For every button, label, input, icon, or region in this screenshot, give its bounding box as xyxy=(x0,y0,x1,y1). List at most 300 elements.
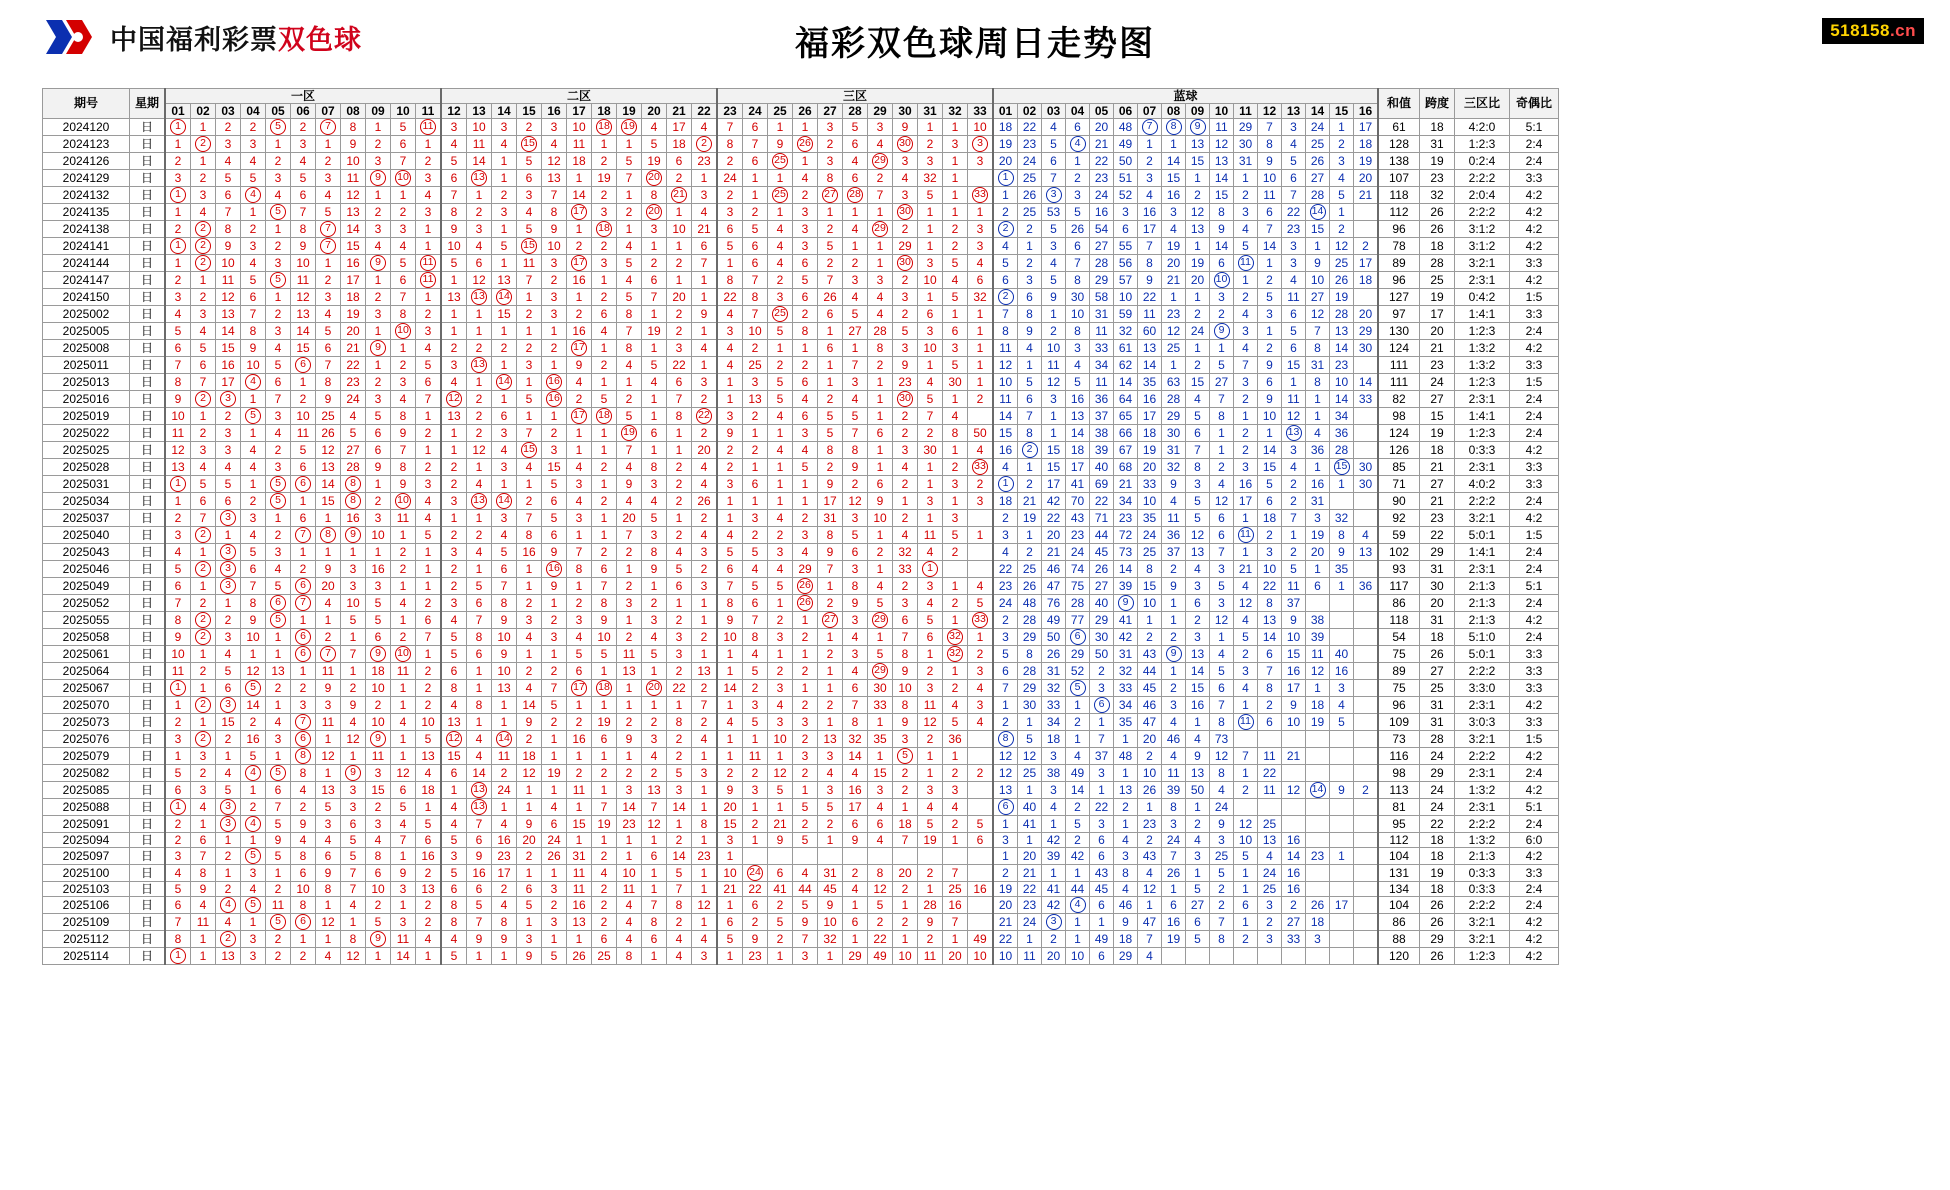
cell-red-10: 3 xyxy=(391,882,416,897)
cell-red-18 xyxy=(592,119,617,136)
cell-red-18: 4 xyxy=(592,323,617,340)
cell-blue-04: 26 xyxy=(1066,221,1090,238)
cell-blue-07: 2 xyxy=(1138,748,1162,765)
cell-odd-even: 2:4 xyxy=(1510,408,1559,425)
table-row[interactable] xyxy=(43,714,1559,731)
red-ball-marker: 5 xyxy=(270,493,286,509)
table-row[interactable] xyxy=(43,493,1559,510)
table-row[interactable] xyxy=(43,931,1559,948)
cell-blue-05: 45 xyxy=(1090,544,1114,561)
cell-red-14 xyxy=(492,374,517,391)
cell-zone-ratio: 3:2:1 xyxy=(1455,914,1510,931)
cell-red-33 xyxy=(968,187,994,204)
cell-period: 2025073 xyxy=(43,714,130,731)
cell-red-11: 2 xyxy=(416,697,442,714)
cell-red-24: 6 xyxy=(743,255,768,272)
cell-week: 日 xyxy=(130,816,166,833)
cell-red-07: 4 xyxy=(316,595,341,612)
table-row[interactable] xyxy=(43,799,1559,816)
table-row[interactable] xyxy=(43,136,1559,153)
cell-blue-13: 12 xyxy=(1282,408,1306,425)
blue-ball-marker: 1 xyxy=(998,170,1014,186)
blue-number-header-08: 08 xyxy=(1162,104,1186,119)
cell-red-04: 5 xyxy=(241,544,266,561)
cell-red-24: 7 xyxy=(743,612,768,629)
cell-red-13: 2 xyxy=(467,204,492,221)
cell-blue-04: 44 xyxy=(1066,882,1090,897)
cell-span: 19 xyxy=(1420,153,1455,170)
cell-red-10: 8 xyxy=(391,408,416,425)
blue-number-header-06: 06 xyxy=(1114,104,1138,119)
cell-red-01 xyxy=(165,476,191,493)
table-row[interactable] xyxy=(43,782,1559,799)
cell-blue-16 xyxy=(1354,510,1379,527)
cell-blue-05: 16 xyxy=(1090,204,1114,221)
table-row[interactable] xyxy=(43,476,1559,493)
cell-red-05: 1 xyxy=(266,510,291,527)
cell-red-21: 3 xyxy=(667,629,692,646)
cell-blue-14: 8 xyxy=(1306,374,1330,391)
cell-week: 日 xyxy=(130,238,166,255)
cell-red-26 xyxy=(793,136,818,153)
cell-red-30: 23 xyxy=(893,374,918,391)
cell-blue-09: 2 xyxy=(1186,306,1210,323)
cell-red-03: 1 xyxy=(216,833,241,848)
cell-red-30: 2 xyxy=(893,221,918,238)
cell-red-18: 19 xyxy=(592,170,617,187)
cell-red-24: 1 xyxy=(743,731,768,748)
red-number-header-30: 30 xyxy=(893,104,918,119)
cell-blue-16: 36 xyxy=(1354,578,1379,595)
cell-red-10: 11 xyxy=(391,663,416,680)
cell-zone-ratio: 3:1:2 xyxy=(1455,238,1510,255)
cell-red-32: 1 xyxy=(943,578,968,595)
red-number-header-09: 09 xyxy=(366,104,391,119)
table-row[interactable] xyxy=(43,374,1559,391)
cell-blue-04: 28 xyxy=(1066,595,1090,612)
table-row[interactable] xyxy=(43,561,1559,578)
table-row[interactable] xyxy=(43,748,1559,765)
cell-red-32: 1 xyxy=(943,153,968,170)
cell-blue-16: 4 xyxy=(1354,527,1379,544)
cell-blue-10: 7 xyxy=(1210,697,1234,714)
table-row[interactable] xyxy=(43,948,1559,965)
cell-blue-10: 27 xyxy=(1210,374,1234,391)
cell-red-06: 2 xyxy=(291,948,316,965)
cell-red-19: 2 xyxy=(617,204,642,221)
cell-blue-16: 18 xyxy=(1354,136,1379,153)
cell-blue-07: 2 xyxy=(1138,629,1162,646)
table-row[interactable] xyxy=(43,442,1559,459)
table-row[interactable] xyxy=(43,816,1559,833)
cell-red-01: 13 xyxy=(165,459,191,476)
cell-blue-16 xyxy=(1354,561,1379,578)
cell-blue-16 xyxy=(1354,493,1379,510)
table-row[interactable] xyxy=(43,848,1559,865)
table-row[interactable] xyxy=(43,680,1559,697)
cell-red-20: 19 xyxy=(642,153,667,170)
red-number-header-14: 14 xyxy=(492,104,517,119)
cell-blue-12: 4 xyxy=(1258,848,1282,865)
cell-red-29: 2 xyxy=(868,170,893,187)
cell-red-18: 1 xyxy=(592,782,617,799)
cell-red-01: 1 xyxy=(165,255,191,272)
table-row[interactable] xyxy=(43,323,1559,340)
cell-red-22: 1 xyxy=(692,357,718,374)
table-row[interactable] xyxy=(43,578,1559,595)
cell-red-22: 8 xyxy=(692,816,718,833)
cell-blue-12: 1 xyxy=(1258,323,1282,340)
cell-red-12: 6 xyxy=(441,765,467,782)
cell-blue-13: 14 xyxy=(1282,848,1306,865)
table-row[interactable] xyxy=(43,697,1559,714)
cell-red-07: 1 xyxy=(316,612,341,629)
cell-blue-06: 59 xyxy=(1114,306,1138,323)
cell-red-14: 1 xyxy=(492,357,517,374)
cell-blue-05: 36 xyxy=(1090,391,1114,408)
cell-red-32: 3 xyxy=(943,782,968,799)
cell-red-33: 1 xyxy=(968,374,994,391)
cell-blue-10: 5 xyxy=(1210,663,1234,680)
cell-red-05: 4 xyxy=(266,425,291,442)
cell-red-25: 4 xyxy=(768,510,793,527)
cell-red-13: 1 xyxy=(467,561,492,578)
cell-week: 日 xyxy=(130,136,166,153)
cell-blue-11: 5 xyxy=(1234,629,1258,646)
cell-red-19: 2 xyxy=(617,391,642,408)
cell-red-11: 4 xyxy=(416,187,442,204)
red-ball-marker: 9 xyxy=(370,255,386,271)
cell-red-05: 3 xyxy=(266,408,291,425)
cell-blue-09: 9 xyxy=(1186,748,1210,765)
cell-blue-15 xyxy=(1330,799,1354,816)
cell-red-06: 5 xyxy=(291,442,316,459)
table-row[interactable] xyxy=(43,255,1559,272)
cell-blue-05: 49 xyxy=(1090,931,1114,948)
cell-blue-13: 22 xyxy=(1282,204,1306,221)
cell-week: 日 xyxy=(130,306,166,323)
cell-blue-04: 13 xyxy=(1066,408,1090,425)
cell-blue-01: 1 xyxy=(993,816,1018,833)
table-row[interactable] xyxy=(43,882,1559,897)
table-row[interactable] xyxy=(43,357,1559,374)
cell-blue-01: 2 xyxy=(993,865,1018,882)
cell-red-03: 16 xyxy=(216,357,241,374)
cell-blue-14 xyxy=(1306,816,1330,833)
red-ball-marker: 17 xyxy=(571,340,587,356)
table-row[interactable] xyxy=(43,544,1559,561)
blue-ball-marker: 4 xyxy=(1070,897,1086,913)
cell-red-33 xyxy=(968,459,994,476)
table-row[interactable] xyxy=(43,646,1559,663)
cell-zone-ratio: 3:2:1 xyxy=(1455,931,1510,948)
cell-red-04: 3 xyxy=(241,510,266,527)
cell-red-11: 16 xyxy=(416,848,442,865)
cell-blue-08: 1 xyxy=(1162,612,1186,629)
cell-red-18: 1 xyxy=(592,510,617,527)
cell-red-07: 1 xyxy=(316,510,341,527)
table-row[interactable] xyxy=(43,731,1559,748)
cell-red-29: 8 xyxy=(868,865,893,882)
cell-red-08: 3 xyxy=(341,561,366,578)
table-row[interactable] xyxy=(43,612,1559,629)
cell-blue-10: 9 xyxy=(1210,816,1234,833)
blue-ball-marker: 9 xyxy=(1214,323,1230,339)
table-row[interactable] xyxy=(43,595,1559,612)
cell-red-18: 10 xyxy=(592,629,617,646)
cell-red-25: 3 xyxy=(768,544,793,561)
cell-blue-10: 4 xyxy=(1210,646,1234,663)
cell-red-26: 6 xyxy=(793,408,818,425)
cell-blue-05: 54 xyxy=(1090,221,1114,238)
cell-red-32: 1 xyxy=(943,170,968,187)
cell-red-15: 8 xyxy=(517,527,542,544)
cell-red-09: 1 xyxy=(366,119,391,136)
cell-red-12: 3 xyxy=(441,595,467,612)
table-row[interactable] xyxy=(43,119,1559,136)
cell-red-27: 3 xyxy=(818,782,843,799)
cell-red-11: 6 xyxy=(416,374,442,391)
cell-red-19: 3 xyxy=(617,782,642,799)
cell-blue-08: 11 xyxy=(1162,510,1186,527)
cell-red-23: 2 xyxy=(717,153,743,170)
cell-red-02: 6 xyxy=(191,357,216,374)
cell-sum: 95 xyxy=(1378,816,1420,833)
table-row[interactable] xyxy=(43,510,1559,527)
table-row[interactable] xyxy=(43,914,1559,931)
cell-period: 2025005 xyxy=(43,323,130,340)
cell-red-33 xyxy=(968,799,994,816)
cell-blue-10: 6 xyxy=(1210,255,1234,272)
cell-blue-04: 74 xyxy=(1066,561,1090,578)
cell-blue-14: 10 xyxy=(1306,272,1330,289)
table-row[interactable] xyxy=(43,391,1559,408)
table-row[interactable] xyxy=(43,527,1559,544)
red-ball-marker: 15 xyxy=(521,136,537,152)
cell-red-03: 4 xyxy=(216,646,241,663)
cell-red-18: 1 xyxy=(592,425,617,442)
cell-red-01: 8 xyxy=(165,612,191,629)
table-row[interactable] xyxy=(43,408,1559,425)
cell-zone-ratio: 3:2:1 xyxy=(1455,510,1510,527)
cell-red-01: 7 xyxy=(165,914,191,931)
cell-red-04: 1 xyxy=(241,425,266,442)
cell-blue-08: 63 xyxy=(1162,374,1186,391)
cell-red-21: 22 xyxy=(667,357,692,374)
cell-week: 日 xyxy=(130,357,166,374)
cell-red-04: 4 xyxy=(241,882,266,897)
table-row[interactable] xyxy=(43,221,1559,238)
cell-blue-06: 34 xyxy=(1114,697,1138,714)
cell-red-05: 2 xyxy=(266,153,291,170)
cell-red-33: 2 xyxy=(968,476,994,493)
cell-period: 2025064 xyxy=(43,663,130,680)
cell-blue-01: 18 xyxy=(993,493,1018,510)
red-ball-marker: 2 xyxy=(195,612,211,628)
cell-red-08: 12 xyxy=(341,948,366,965)
table-row[interactable] xyxy=(43,340,1559,357)
table-row[interactable] xyxy=(43,865,1559,882)
cell-red-28: 5 xyxy=(843,527,868,544)
cell-red-25: 2 xyxy=(768,897,793,914)
table-row[interactable] xyxy=(43,897,1559,914)
cell-red-14: 1 xyxy=(492,170,517,187)
cell-blue-01: 3 xyxy=(993,527,1018,544)
cell-red-05 xyxy=(266,595,291,612)
table-row[interactable] xyxy=(43,425,1559,442)
cell-blue-03: 49 xyxy=(1042,612,1066,629)
table-row[interactable] xyxy=(43,663,1559,680)
cell-blue-13: 16 xyxy=(1282,663,1306,680)
table-row[interactable] xyxy=(43,187,1559,204)
cell-red-07: 14 xyxy=(316,476,341,493)
cell-red-27: 2 xyxy=(818,136,843,153)
cell-red-11 xyxy=(416,255,442,272)
cell-blue-03: 76 xyxy=(1042,595,1066,612)
red-number-header-04: 04 xyxy=(241,104,266,119)
cell-red-23: 2 xyxy=(717,187,743,204)
blue-ball-marker: 6 xyxy=(1070,629,1086,645)
cell-red-32: 2 xyxy=(943,459,968,476)
site-badge[interactable] xyxy=(1822,18,1924,44)
cell-red-25: 5 xyxy=(768,914,793,931)
cell-zone-ratio: 2:2:2 xyxy=(1455,170,1510,187)
cell-blue-05: 29 xyxy=(1090,612,1114,629)
cell-blue-13 xyxy=(1282,799,1306,816)
red-number-header-02: 02 xyxy=(191,104,216,119)
cell-blue-13: 16 xyxy=(1282,865,1306,882)
cell-red-18: 2 xyxy=(592,459,617,476)
cell-blue-02: 1 xyxy=(1018,238,1042,255)
red-ball-marker: 13 xyxy=(471,493,487,509)
cell-red-22: 4 xyxy=(692,459,718,476)
cell-red-08: 5 xyxy=(341,848,366,865)
cell-blue-16: 30 xyxy=(1354,459,1379,476)
cell-blue-01 xyxy=(993,799,1018,816)
cell-blue-12: 10 xyxy=(1258,408,1282,425)
table-row[interactable] xyxy=(43,289,1559,306)
cell-red-11: 6 xyxy=(416,833,442,848)
cell-blue-02: 23 xyxy=(1018,136,1042,153)
cell-sum: 81 xyxy=(1378,799,1420,816)
cell-blue-01: 16 xyxy=(993,442,1018,459)
red-ball-marker: 29 xyxy=(872,221,888,237)
cell-red-23: 1 xyxy=(717,510,743,527)
cell-blue-16 xyxy=(1354,948,1379,965)
cell-blue-03 xyxy=(1042,187,1066,204)
cell-week: 日 xyxy=(130,948,166,965)
cell-blue-10: 1 xyxy=(1210,629,1234,646)
red-number-header-05: 05 xyxy=(266,104,291,119)
table-row[interactable] xyxy=(43,306,1559,323)
cell-blue-10: 5 xyxy=(1210,865,1234,882)
cell-red-03: 4 xyxy=(216,914,241,931)
cell-blue-03: 1 xyxy=(1042,865,1066,882)
cell-blue-08: 3 xyxy=(1162,697,1186,714)
cell-blue-04: 29 xyxy=(1066,646,1090,663)
cell-red-13: 2 xyxy=(467,425,492,442)
cell-red-08: 4 xyxy=(341,897,366,914)
cell-blue-16 xyxy=(1354,425,1379,442)
cell-red-21: 17 xyxy=(667,119,692,136)
cell-blue-12: 3 xyxy=(1258,897,1282,914)
cell-period: 2025100 xyxy=(43,865,130,882)
cell-red-13: 12 xyxy=(467,272,492,289)
cell-red-11: 1 xyxy=(416,238,442,255)
cell-red-01: 11 xyxy=(165,663,191,680)
cell-red-04 xyxy=(241,680,266,697)
cell-zone-ratio: 3:2:1 xyxy=(1455,731,1510,748)
cell-red-32 xyxy=(943,646,968,663)
cell-red-02 xyxy=(191,391,216,408)
cell-red-19: 5 xyxy=(617,408,642,425)
table-row[interactable] xyxy=(43,170,1559,187)
cell-blue-14: 31 xyxy=(1306,493,1330,510)
cell-blue-03: 5 xyxy=(1042,272,1066,289)
cell-week: 日 xyxy=(130,272,166,289)
table-row[interactable] xyxy=(43,629,1559,646)
table-row[interactable] xyxy=(43,153,1559,170)
cell-blue-07: 45 xyxy=(1138,680,1162,697)
cell-red-09: 4 xyxy=(366,833,391,848)
cell-sum: 98 xyxy=(1378,765,1420,782)
cell-sum: 102 xyxy=(1378,544,1420,561)
cell-red-25: 41 xyxy=(768,882,793,897)
table-row[interactable] xyxy=(43,459,1559,476)
cell-blue-13: 4 xyxy=(1282,459,1306,476)
red-ball-marker: 3 xyxy=(220,510,236,526)
cell-red-14: 5 xyxy=(492,544,517,561)
table-row[interactable] xyxy=(43,833,1559,848)
cell-red-10: 8 xyxy=(391,459,416,476)
cell-week: 日 xyxy=(130,882,166,897)
cell-red-15: 4 xyxy=(517,204,542,221)
cell-blue-14: 1 xyxy=(1306,680,1330,697)
cell-zone-ratio: 2:2:2 xyxy=(1455,204,1510,221)
cell-blue-12: 13 xyxy=(1258,833,1282,848)
cell-blue-11: 29 xyxy=(1234,119,1258,136)
cell-red-04 xyxy=(241,765,266,782)
cell-red-04: 1 xyxy=(241,391,266,408)
cell-red-17: 1 xyxy=(567,221,592,238)
cell-red-29: 1 xyxy=(868,374,893,391)
cell-red-18: 4 xyxy=(592,865,617,882)
cell-blue-07: 43 xyxy=(1138,848,1162,865)
cell-red-33: 6 xyxy=(968,272,994,289)
cell-blue-14 xyxy=(1306,204,1330,221)
cell-blue-01: 7 xyxy=(993,680,1018,697)
cell-red-01: 3 xyxy=(165,289,191,306)
cell-red-13 xyxy=(467,799,492,816)
table-row[interactable] xyxy=(43,765,1559,782)
cell-red-05: 2 xyxy=(266,527,291,544)
table-row[interactable] xyxy=(43,204,1559,221)
cell-red-27: 1 xyxy=(818,629,843,646)
cell-red-31: 1 xyxy=(918,476,943,493)
cell-red-19 xyxy=(617,425,642,442)
cell-blue-12 xyxy=(1258,948,1282,965)
table-row[interactable] xyxy=(43,272,1559,289)
cell-red-32: 4 xyxy=(943,697,968,714)
cell-red-12: 1 xyxy=(441,442,467,459)
cell-red-09: 11 xyxy=(366,748,391,765)
cell-red-06: 12 xyxy=(291,289,316,306)
cell-red-03: 4 xyxy=(216,459,241,476)
cell-blue-09: 24 xyxy=(1186,323,1210,340)
cell-red-30: 2 xyxy=(893,782,918,799)
table-row[interactable] xyxy=(43,238,1559,255)
cell-red-24: 25 xyxy=(743,357,768,374)
